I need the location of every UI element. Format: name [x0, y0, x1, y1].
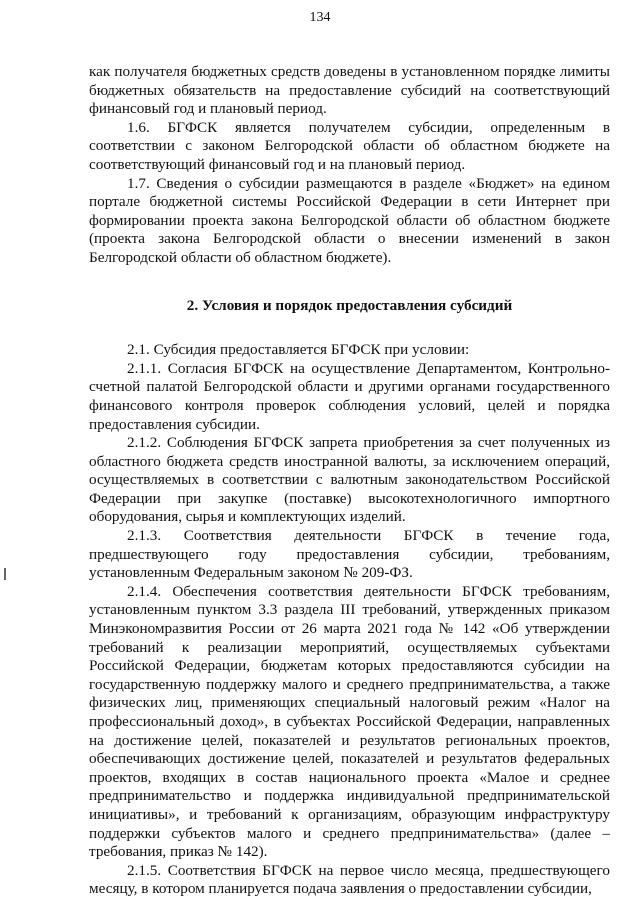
document-body	[89, 63, 610, 899]
paragraph-2-1-5: 2.1.5. Соответствия БГФСК на первое число месяца, предшествующего месяцу, в котором планируется подача заявления о предоставлении субсидии,	[89, 861, 610, 898]
paragraph-1-7: 1.7. Сведения о субсидии размещаются в разделе «Бюджет» на едином портале бюджетной системы Российской Федерации в сети Интернет при формировании проекта закона Белгородской области об областном бюджете (проекта закона Белгородской области о внесении изменений в закон Белгородской области об областном бюджете).	[89, 174, 610, 266]
page-number: 134	[309, 10, 331, 25]
paragraph-2-1: 2.1. Субсидия предоставляется БГФСК при условии:	[127, 341, 470, 359]
scan-artifact-mark	[4, 568, 6, 580]
paragraph-2-1-1: 2.1.1. Согласия БГФСК на осуществление Департаментом, Контрольно-счетной палатой Белгородской области и другими органами государственного финансового контроля проверок соблюдения условий, целей и порядка предоставления субсидии.	[89, 359, 610, 433]
section-heading: 2. Условия и порядок предоставления субсидий	[186, 296, 513, 314]
paragraph-1-6: 1.6. БГФСК является получателем субсидии, определенным в соответствии с законом Белгородской области об областном бюджете на соответствующий финансовый год и на плановый период.	[89, 118, 610, 173]
paragraph-continuation: как получателя бюджетных средств доведены в установленном порядке лимиты бюджетных обязательств на предоставление субсидий на соответствующий финансовый год и плановый период.	[89, 63, 610, 118]
paragraph-2-1-3: 2.1.3. Соответствия деятельности БГФСК в течение года, предшествующего году предоставления субсидии, требованиям, установленным Федеральным законом № 209-ФЗ.	[89, 527, 610, 582]
paragraph-2-1-4: 2.1.4. Обеспечения соответствия деятельности БГФСК требованиям, установленным пунктом 3.3 раздела III требований, утвержденных приказом Минэкономразвития России от 26 марта 2021 года № 142 «Об утверждении требований к реализации мероприятий, осуществляемых субъектами Российской Федерации, бюджетам которых предоставляются субсидии на государственную поддержку малого и среднего предпринимательства, а также физических лиц, применяющих специальный налоговый режим «Налог на профессиональный доход», в субъектах Российской Федерации, направленных на достижение целей, показателей и результатов региональных проектов, обеспечивающих достижение целей, показателей и результатов федеральных проектов, входящих в состав национального проекта «Малое и среднее предпринимательство и поддержка индивидуальной предпринимательской инициативы», и требований к организациям, образующим инфраструктуру поддержки субъектов малого и среднего предпринимательства» (далее – требования, приказ № 142).	[89, 582, 610, 861]
paragraph-2-1-2: 2.1.2. Соблюдения БГФСК запрета приобретения за счет полученных из областного бюджета средств иностранной валюты, за исключением операций, осуществляемых в соответствии с валютным законодательством Российской Федерации при закупке (поставке) высокотехнологичного импортного оборудования, сырья и комплектующих изделий.	[89, 434, 610, 526]
